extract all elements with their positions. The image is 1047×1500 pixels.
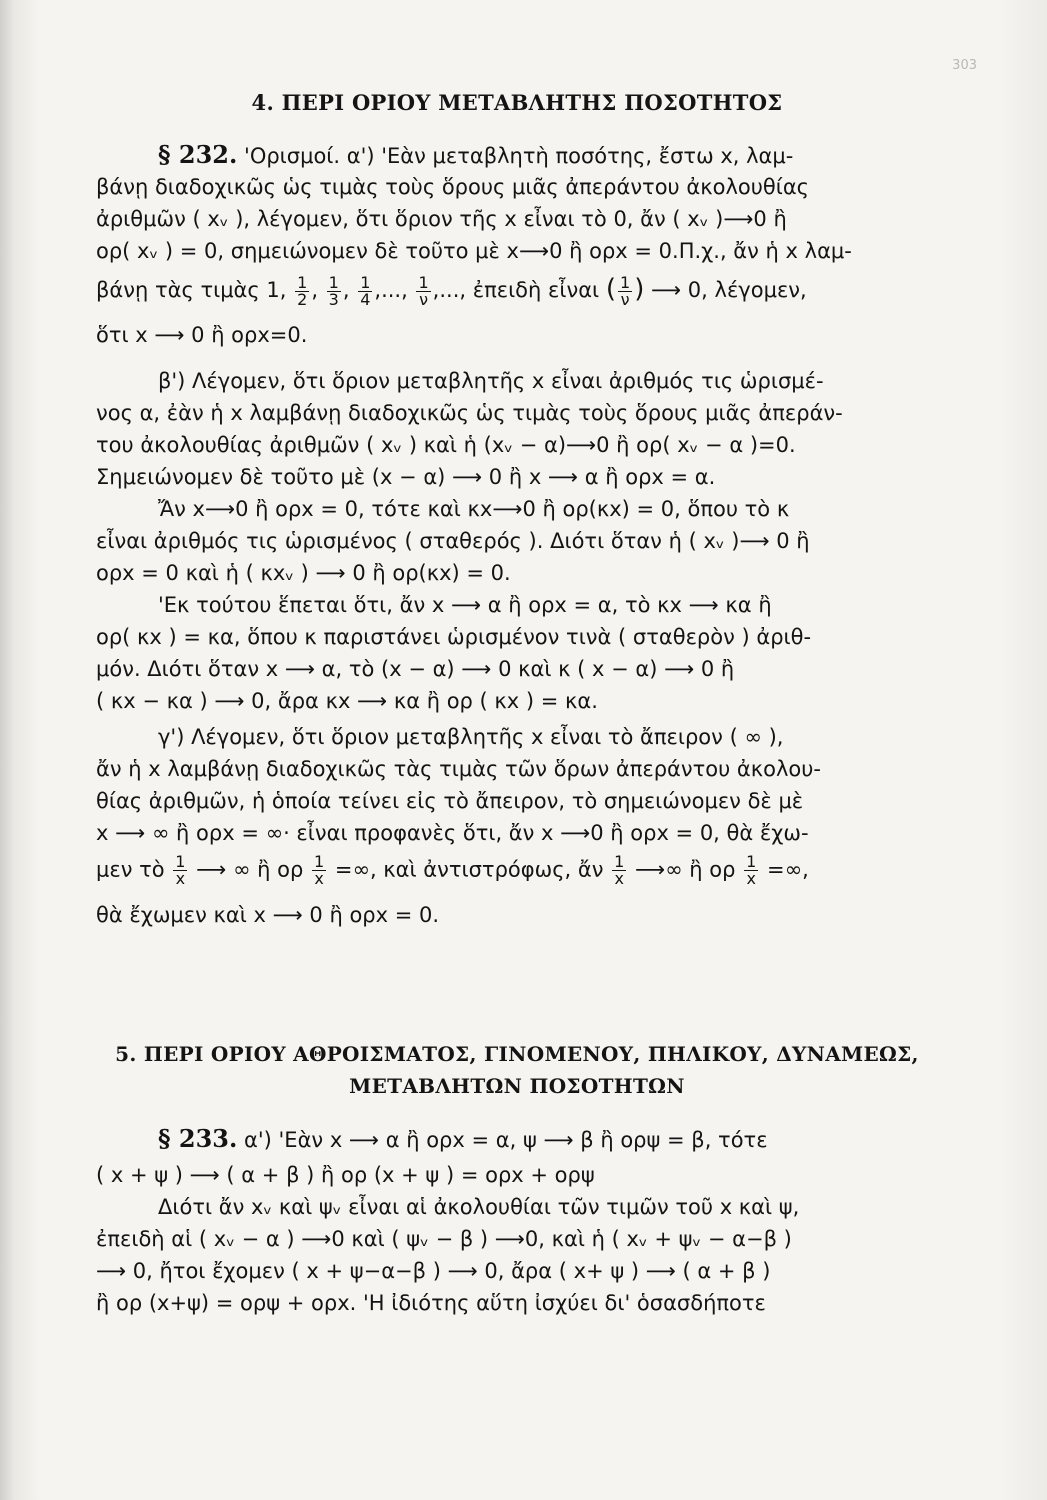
- section-heading-4: 4. ΠΕΡΙ ΟΡΙΟΥ ΜΕΤΑΒΛΗΤΗΣ ΠΟΣΟΤΗΤΟΣ: [251, 90, 783, 115]
- text-line: ορ( xᵥ ) = 0, σημειώνομεν δὲ τοῦτο μὲ x⟶0 ἢ ορx = 0.Π.χ., ἄν ἡ x λαμ-: [96, 239, 852, 263]
- text-line: § 233. α') 'Εὰν x ⟶ α ἢ ορx = α, ψ ⟶ β ἢ ορψ = β, τότε: [158, 1124, 768, 1153]
- text-line: ( κx − κα ) ⟶ 0, ἄρα κx ⟶ κα ἢ ορ ( κx ) = κα.: [96, 689, 598, 713]
- text-line: νος α, ἐὰν ἡ x λαμβάνῃ διαδοχικῶς ὡς τιμὰς τοὺς ὅρους μιᾶς ἀπεράν-: [96, 401, 843, 425]
- text-line: θίας ἀριθμῶν, ἡ ὁποία τείνει εἰς τὸ ἄπειρον, τὸ σημειώνομεν δὲ μὲ: [96, 789, 804, 813]
- text-line: ἢ ορ (x+ψ) = ορψ + ορx. 'Η ἰδιότης αὕτη ἰσχύει δι' ὁσασδήποτε: [96, 1291, 766, 1315]
- text-line-with-fractions: βάνῃ τὰς τιμὰς 1, $\frac{1}{2}$ , $\frac{1}{3}$ , $\frac{1}{4}$ ,..., $\frac{1}{\nu}$ ,..., ἐπειδὴ εἶναι ( $\frac{1}{\nu}$ ) ⟶ 0, λέγομεν,: [96, 272, 807, 309]
- text-line-with-fractions: μεν τὸ $\frac{1}{x}$ ⟶ ∞ ἢ ορ $\frac{1}{x}$ =∞, καὶ ἀντιστρόφως, ἄν $\frac{1}{x}$ ⟶∞ ἢ ορ $\frac{1}{x}$ =∞,: [96, 852, 809, 888]
- text-line: ⟶ 0, ἤτοι ἔχομεν ( x + ψ−α−β ) ⟶ 0, ἄρα ( x+ ψ ) ⟶ ( α + β ): [96, 1259, 771, 1283]
- text-line: εἶναι ἀριθμός τις ὡρισμένος ( σταθερός ). Διότι ὅταν ἡ ( xᵥ )⟶ 0 ἢ: [96, 529, 810, 553]
- text-line: ἐπειδὴ αἱ ( xᵥ − α ) ⟶0 καὶ ( ψᵥ − β ) ⟶0, καὶ ἡ ( xᵥ + ψᵥ − α−β ): [96, 1227, 792, 1251]
- text-line: x ⟶ ∞ ἢ ορx = ∞· εἶναι προφανὲς ὅτι, ἄν x ⟶0 ἢ ορx = 0, θὰ ἔχω-: [96, 821, 809, 845]
- text-line: βάνῃ διαδοχικῶς ὡς τιμὰς τοὺς ὅρους μιᾶς ἀπεράντου ἀκολουθίας: [96, 175, 809, 199]
- page-number: 303: [952, 58, 977, 73]
- text-line: του ἀκολουθίας ἀριθμῶν ( xᵥ ) καὶ ἡ (xᵥ − α)⟶0 ἢ ορ( xᵥ − α )=0.: [96, 433, 796, 457]
- text-line: γ') Λέγομεν, ὅτι ὅριον μεταβλητῆς x εἶναι τὸ ἄπειρον ( ∞ ),: [158, 725, 784, 749]
- text-line: ὅτι x ⟶ 0 ἢ ορx=0.: [96, 323, 308, 347]
- text-line: § 232. 'Ορισμοί. α') 'Εὰν μεταβλητὴ ποσότης, ἔστω x, λαμ-: [158, 140, 794, 169]
- text-line: μόν. Διότι ὅταν x ⟶ α, τὸ (x − α) ⟶ 0 καὶ κ ( x − α) ⟶ 0 ἢ: [96, 657, 735, 681]
- paragraph-number: § 233.: [158, 1124, 238, 1153]
- text-line: ἀριθμῶν ( xᵥ ), λέγομεν, ὅτι ὅριον τῆς x εἶναι τὸ 0, ἄν ( xᵥ )⟶0 ἢ: [96, 207, 787, 231]
- text-line: ἄν ἡ x λαμβάνῃ διαδοχικῶς τὰς τιμὰς τῶν ὅρων ἀπεράντου ἀκολου-: [96, 757, 821, 781]
- text-line: ορx = 0 καὶ ἡ ( κxᵥ ) ⟶ 0 ἢ ορ(κx) = 0.: [96, 561, 511, 585]
- text-line: ορ( κx ) = κα, ὅπου κ παριστάνει ὡρισμένον τινὰ ( σταθερὸν ) ἀριθ-: [96, 625, 812, 649]
- text-line: 'Εκ τούτου ἕπεται ὅτι, ἄν x ⟶ α ἢ ορx = α, τὸ κx ⟶ κα ἢ: [158, 593, 772, 617]
- section-heading-5: 5. ΠΕΡΙ ΟΡΙΟΥ ΑΘΡΟΙΣΜΑΤΟΣ, ΓΙΝΟΜΕΝΟΥ, ΠΗΛΙΚΟΥ, ΔΥΝΑΜΕΩΣ,: [115, 1042, 919, 1066]
- paragraph-number: § 232.: [158, 140, 238, 169]
- text-line: ( x + ψ ) ⟶ ( α + β ) ἢ ορ (x + ψ ) = ορx + ορψ: [96, 1163, 595, 1187]
- text-line: Ἄν x⟶0 ἢ ορx = 0, τότε καὶ κx⟶0 ἢ ορ(κx) = 0, ὅπου τὸ κ: [158, 497, 790, 521]
- section-heading-5-continued: ΜΕΤΑΒΛΗΤΩΝ ΠΟΣΟΤΗΤΩΝ: [349, 1074, 685, 1098]
- text-line: θὰ ἔχωμεν καὶ x ⟶ 0 ἢ ορx = 0.: [96, 903, 440, 927]
- text-line: Διότι ἄν xᵥ καὶ ψᵥ εἶναι αἱ ἀκολουθίαι τῶν τιμῶν τοῦ x καὶ ψ,: [158, 1195, 800, 1219]
- text-line: Σημειώνομεν δὲ τοῦτο μὲ (x − α) ⟶ 0 ἢ x ⟶ α ἢ ορx = α.: [96, 465, 716, 489]
- text-line: β') Λέγομεν, ὅτι ὅριον μεταβλητῆς x εἶναι ἀριθμός τις ὡρισμέ-: [158, 369, 824, 393]
